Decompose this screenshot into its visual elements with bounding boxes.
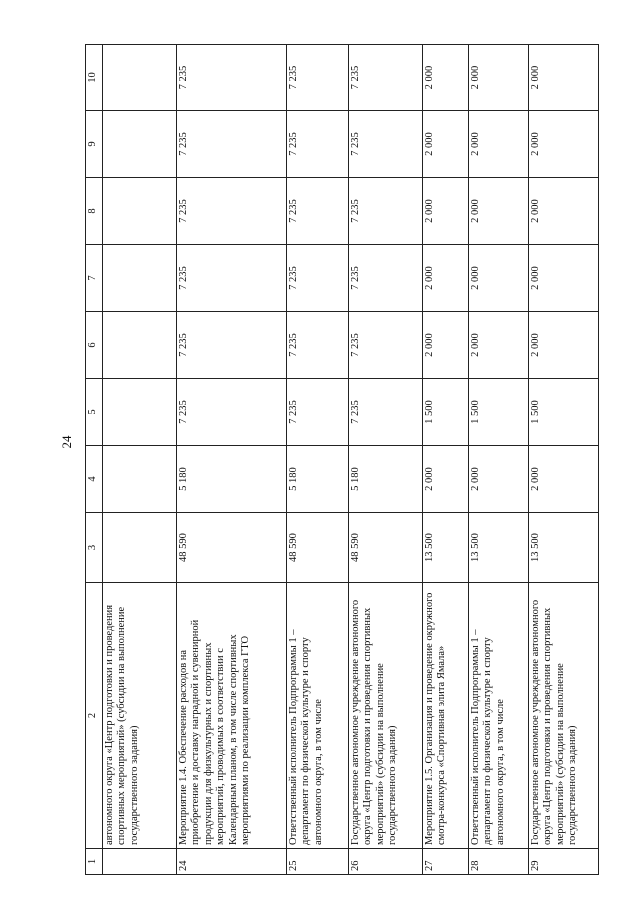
cell-value: 7 235 bbox=[287, 379, 349, 446]
cell-value: 2 000 bbox=[469, 245, 529, 312]
table-row bbox=[423, 45, 469, 875]
cell-value: 48 590 bbox=[349, 513, 423, 583]
row-number: 28 bbox=[469, 849, 529, 875]
cell-value: 5 180 bbox=[349, 446, 423, 513]
table-row bbox=[103, 45, 177, 875]
cell-value: 2 000 bbox=[529, 111, 599, 178]
column-header: 6 bbox=[86, 312, 103, 379]
cell-value: 48 590 bbox=[177, 513, 287, 583]
cell-value: 2 000 bbox=[529, 178, 599, 245]
cell-value: 13 500 bbox=[529, 513, 599, 583]
cell-value: 1 500 bbox=[529, 379, 599, 446]
row-description: автономного округа «Центр подготовки и проведения спортивных мероприятий» (субсидии на выполнение государственного задания) bbox=[103, 583, 177, 849]
page-number: 24 bbox=[59, 435, 74, 449]
table-row bbox=[287, 45, 349, 875]
cell-value: 7 235 bbox=[177, 178, 287, 245]
column-header: 2 bbox=[86, 583, 103, 849]
cell-value bbox=[103, 312, 177, 379]
cell-value: 2 000 bbox=[529, 45, 599, 111]
cell-value: 2 000 bbox=[529, 312, 599, 379]
column-header: 1 bbox=[86, 849, 103, 875]
cell-value bbox=[103, 178, 177, 245]
column-header: 5 bbox=[86, 379, 103, 446]
cell-value: 7 235 bbox=[349, 245, 423, 312]
cell-value: 7 235 bbox=[349, 45, 423, 111]
row-number: 29 bbox=[529, 849, 599, 875]
cell-value bbox=[103, 245, 177, 312]
table-row bbox=[469, 45, 529, 875]
cell-value: 7 235 bbox=[287, 312, 349, 379]
cell-value: 2 000 bbox=[469, 111, 529, 178]
row-number: 25 bbox=[287, 849, 349, 875]
cell-value: 7 235 bbox=[287, 45, 349, 111]
cell-value: 13 500 bbox=[423, 513, 469, 583]
cell-value: 2 000 bbox=[469, 446, 529, 513]
column-header: 9 bbox=[86, 111, 103, 178]
cell-value bbox=[103, 45, 177, 111]
cell-value: 5 180 bbox=[177, 446, 287, 513]
cell-value: 7 235 bbox=[177, 111, 287, 178]
cell-value bbox=[103, 446, 177, 513]
cell-value: 7 235 bbox=[349, 379, 423, 446]
row-number: 26 bbox=[349, 849, 423, 875]
column-header: 10 bbox=[86, 45, 103, 111]
cell-value: 2 000 bbox=[469, 45, 529, 111]
cell-value: 2 000 bbox=[423, 312, 469, 379]
cell-value: 7 235 bbox=[287, 178, 349, 245]
cell-value: 7 235 bbox=[177, 245, 287, 312]
cell-value: 7 235 bbox=[287, 245, 349, 312]
header-row bbox=[86, 45, 103, 875]
row-number bbox=[103, 849, 177, 875]
column-header: 3 bbox=[86, 513, 103, 583]
row-description: Государственное автономное учреждение автономного округа «Центр подготовки и проведения спортивных мероприятий» (субсидии на выполнение государственного задания) bbox=[349, 583, 423, 849]
cell-value: 7 235 bbox=[349, 312, 423, 379]
row-description: Ответственный исполнитель Подпрограммы 1 – департамент по физической культуре и спорту автономного округа, в том числе bbox=[469, 583, 529, 849]
row-description: Государственное автономное учреждение автономного округа «Центр подготовки и проведения спортивных мероприятий» (субсидии на выполнение государственного задания) bbox=[529, 583, 599, 849]
cell-value bbox=[103, 379, 177, 446]
row-number: 24 bbox=[177, 849, 287, 875]
table-row bbox=[529, 45, 599, 875]
cell-value bbox=[103, 513, 177, 583]
row-description: Мероприятие 1.5. Организация и проведение окружного смотра-конкурса «Спортивная элита Ямала» bbox=[423, 583, 469, 849]
rotated-table-area bbox=[85, 45, 590, 875]
cell-value: 2 000 bbox=[423, 178, 469, 245]
cell-value: 7 235 bbox=[177, 45, 287, 111]
cell-value: 2 000 bbox=[529, 245, 599, 312]
cell-value bbox=[103, 111, 177, 178]
row-description: Мероприятие 1.4. Обеспечение расходов на приобретение и доставку наградной и сувенирной продукции для физкультурных и спортивных мероприятий, проводимых в соответствии с Календарным планом, в том числе спортивных мероприятиями по реализации комплекса ГТО bbox=[177, 583, 287, 849]
cell-value: 7 235 bbox=[177, 312, 287, 379]
cell-value: 2 000 bbox=[529, 446, 599, 513]
table-row bbox=[349, 45, 423, 875]
cell-value: 13 500 bbox=[469, 513, 529, 583]
cell-value: 7 235 bbox=[349, 111, 423, 178]
row-description: Ответственный исполнитель Подпрограммы 1 – департамент по физической культуре и спорту автономного округа, в том числе bbox=[287, 583, 349, 849]
cell-value: 2 000 bbox=[469, 178, 529, 245]
cell-value: 7 235 bbox=[177, 379, 287, 446]
cell-value: 2 000 bbox=[423, 245, 469, 312]
cell-value: 1 500 bbox=[423, 379, 469, 446]
column-header: 8 bbox=[86, 178, 103, 245]
cell-value: 5 180 bbox=[287, 446, 349, 513]
cell-value: 7 235 bbox=[287, 111, 349, 178]
table-row bbox=[177, 45, 287, 875]
cell-value: 7 235 bbox=[349, 178, 423, 245]
cell-value: 1 500 bbox=[469, 379, 529, 446]
cell-value: 2 000 bbox=[469, 312, 529, 379]
column-header: 7 bbox=[86, 245, 103, 312]
cell-value: 2 000 bbox=[423, 111, 469, 178]
row-number: 27 bbox=[423, 849, 469, 875]
budget-table bbox=[85, 44, 599, 875]
cell-value: 48 590 bbox=[287, 513, 349, 583]
cell-value: 2 000 bbox=[423, 45, 469, 111]
column-header: 4 bbox=[86, 446, 103, 513]
cell-value: 2 000 bbox=[423, 446, 469, 513]
